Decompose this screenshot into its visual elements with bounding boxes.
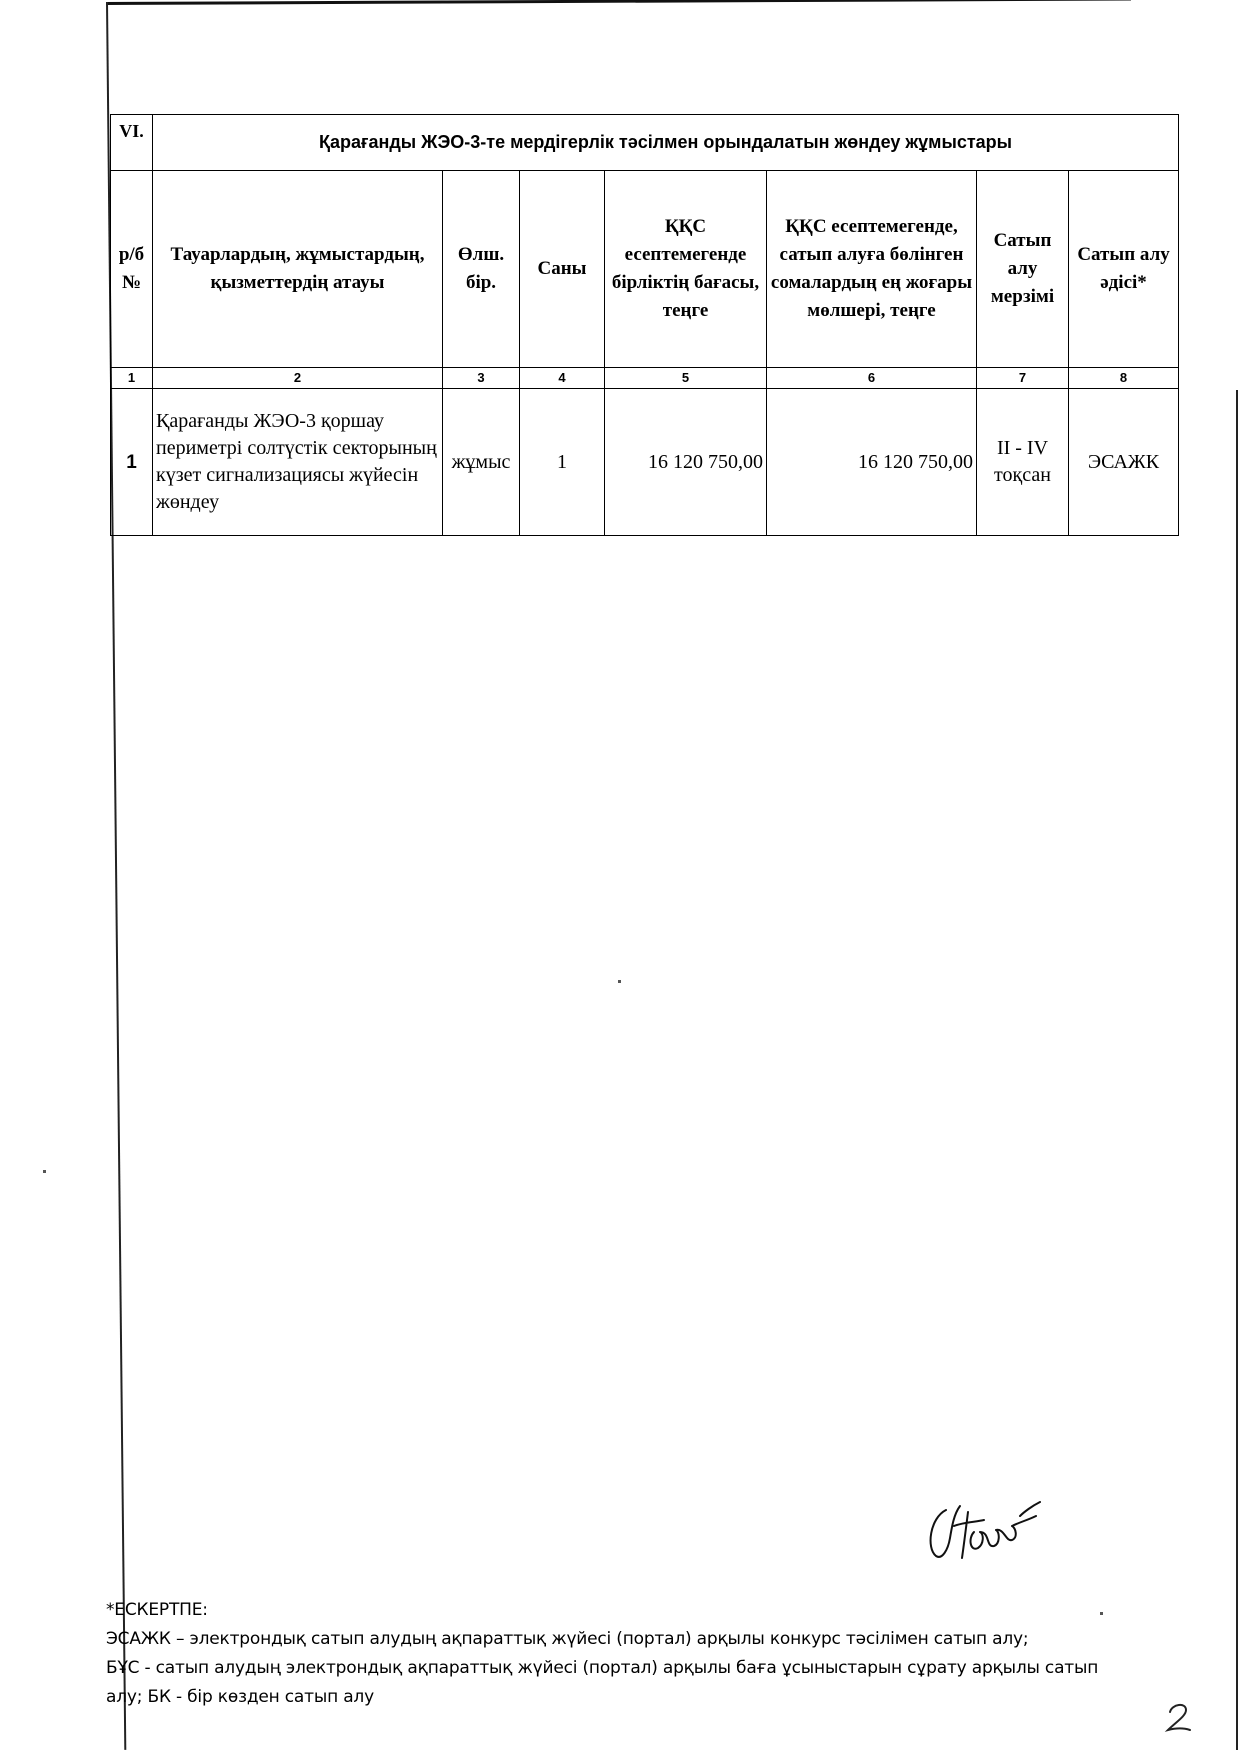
section-header-row bbox=[111, 115, 1179, 171]
item-name: Қарағанды ЖЭО-3 қоршау периметрі солтүстік секторының күзет сигнализациясы жүйесін жөндеу bbox=[153, 389, 443, 536]
column-number: 1 bbox=[111, 368, 153, 389]
scan-speck bbox=[43, 1170, 46, 1173]
scan-edge-top bbox=[106, 0, 1131, 5]
page-number-handwritten bbox=[1162, 1700, 1194, 1736]
column-number: 7 bbox=[977, 368, 1069, 389]
column-number: 3 bbox=[443, 368, 520, 389]
column-header: Сатып алу мерзімі bbox=[977, 171, 1069, 368]
column-header: ҚҚС есептемегенде бірліктің бағасы, теңге bbox=[605, 171, 767, 368]
column-header-row bbox=[111, 171, 1179, 368]
unit-of-measure: жұмыс bbox=[443, 389, 520, 536]
footnote-heading: *ЕСКЕРТПЕ: bbox=[106, 1600, 208, 1620]
footnote-line: БҰС - сатып алудың электрондық ақпараттық жүйесі (портал) арқылы баға ұсыныстарын сұрату арқылы сатып алу; БК - бір көзден сатып алу bbox=[106, 1658, 1099, 1707]
procurement-table bbox=[110, 114, 1179, 536]
row-number: 1 bbox=[111, 389, 153, 536]
column-number: 8 bbox=[1069, 368, 1179, 389]
column-number: 6 bbox=[767, 368, 977, 389]
quantity: 1 bbox=[520, 389, 605, 536]
max-amount: 16 120 750,00 bbox=[767, 389, 977, 536]
footnote bbox=[106, 1596, 1116, 1712]
column-header: Тауарлардың, жұмыстардың, қызметтердің атауы bbox=[153, 171, 443, 368]
scan-edge-right bbox=[1236, 390, 1238, 1750]
table-row bbox=[111, 389, 1179, 536]
procurement-period: II - IV тоқсан bbox=[977, 389, 1069, 536]
column-number: 4 bbox=[520, 368, 605, 389]
column-header: Саны bbox=[520, 171, 605, 368]
column-number-row bbox=[111, 368, 1179, 389]
section-number: VI. bbox=[111, 115, 153, 171]
column-number: 2 bbox=[153, 368, 443, 389]
column-number: 5 bbox=[605, 368, 767, 389]
column-header: р/б № bbox=[111, 171, 153, 368]
column-header: Сатып алу әдісі* bbox=[1069, 171, 1179, 368]
signature bbox=[924, 1492, 1050, 1566]
column-header: ҚҚС есептемегенде, сатып алуға бөлінген сомалардың ең жоғары мөлшері, теңге bbox=[767, 171, 977, 368]
unit-price: 16 120 750,00 bbox=[605, 389, 767, 536]
column-header: Өлш. бір. bbox=[443, 171, 520, 368]
footnote-line: ЭСАЖК – электрондық сатып алудың ақпараттық жүйесі (портал) арқылы конкурс тәсілімен сатып алу; bbox=[106, 1629, 1029, 1649]
section-title: Қарағанды ЖЭО-3-те мердігерлік тәсілмен орындалатын жөндеу жұмыстары bbox=[153, 115, 1179, 171]
procurement-method: ЭСАЖК bbox=[1069, 389, 1179, 536]
scan-speck bbox=[618, 980, 621, 983]
